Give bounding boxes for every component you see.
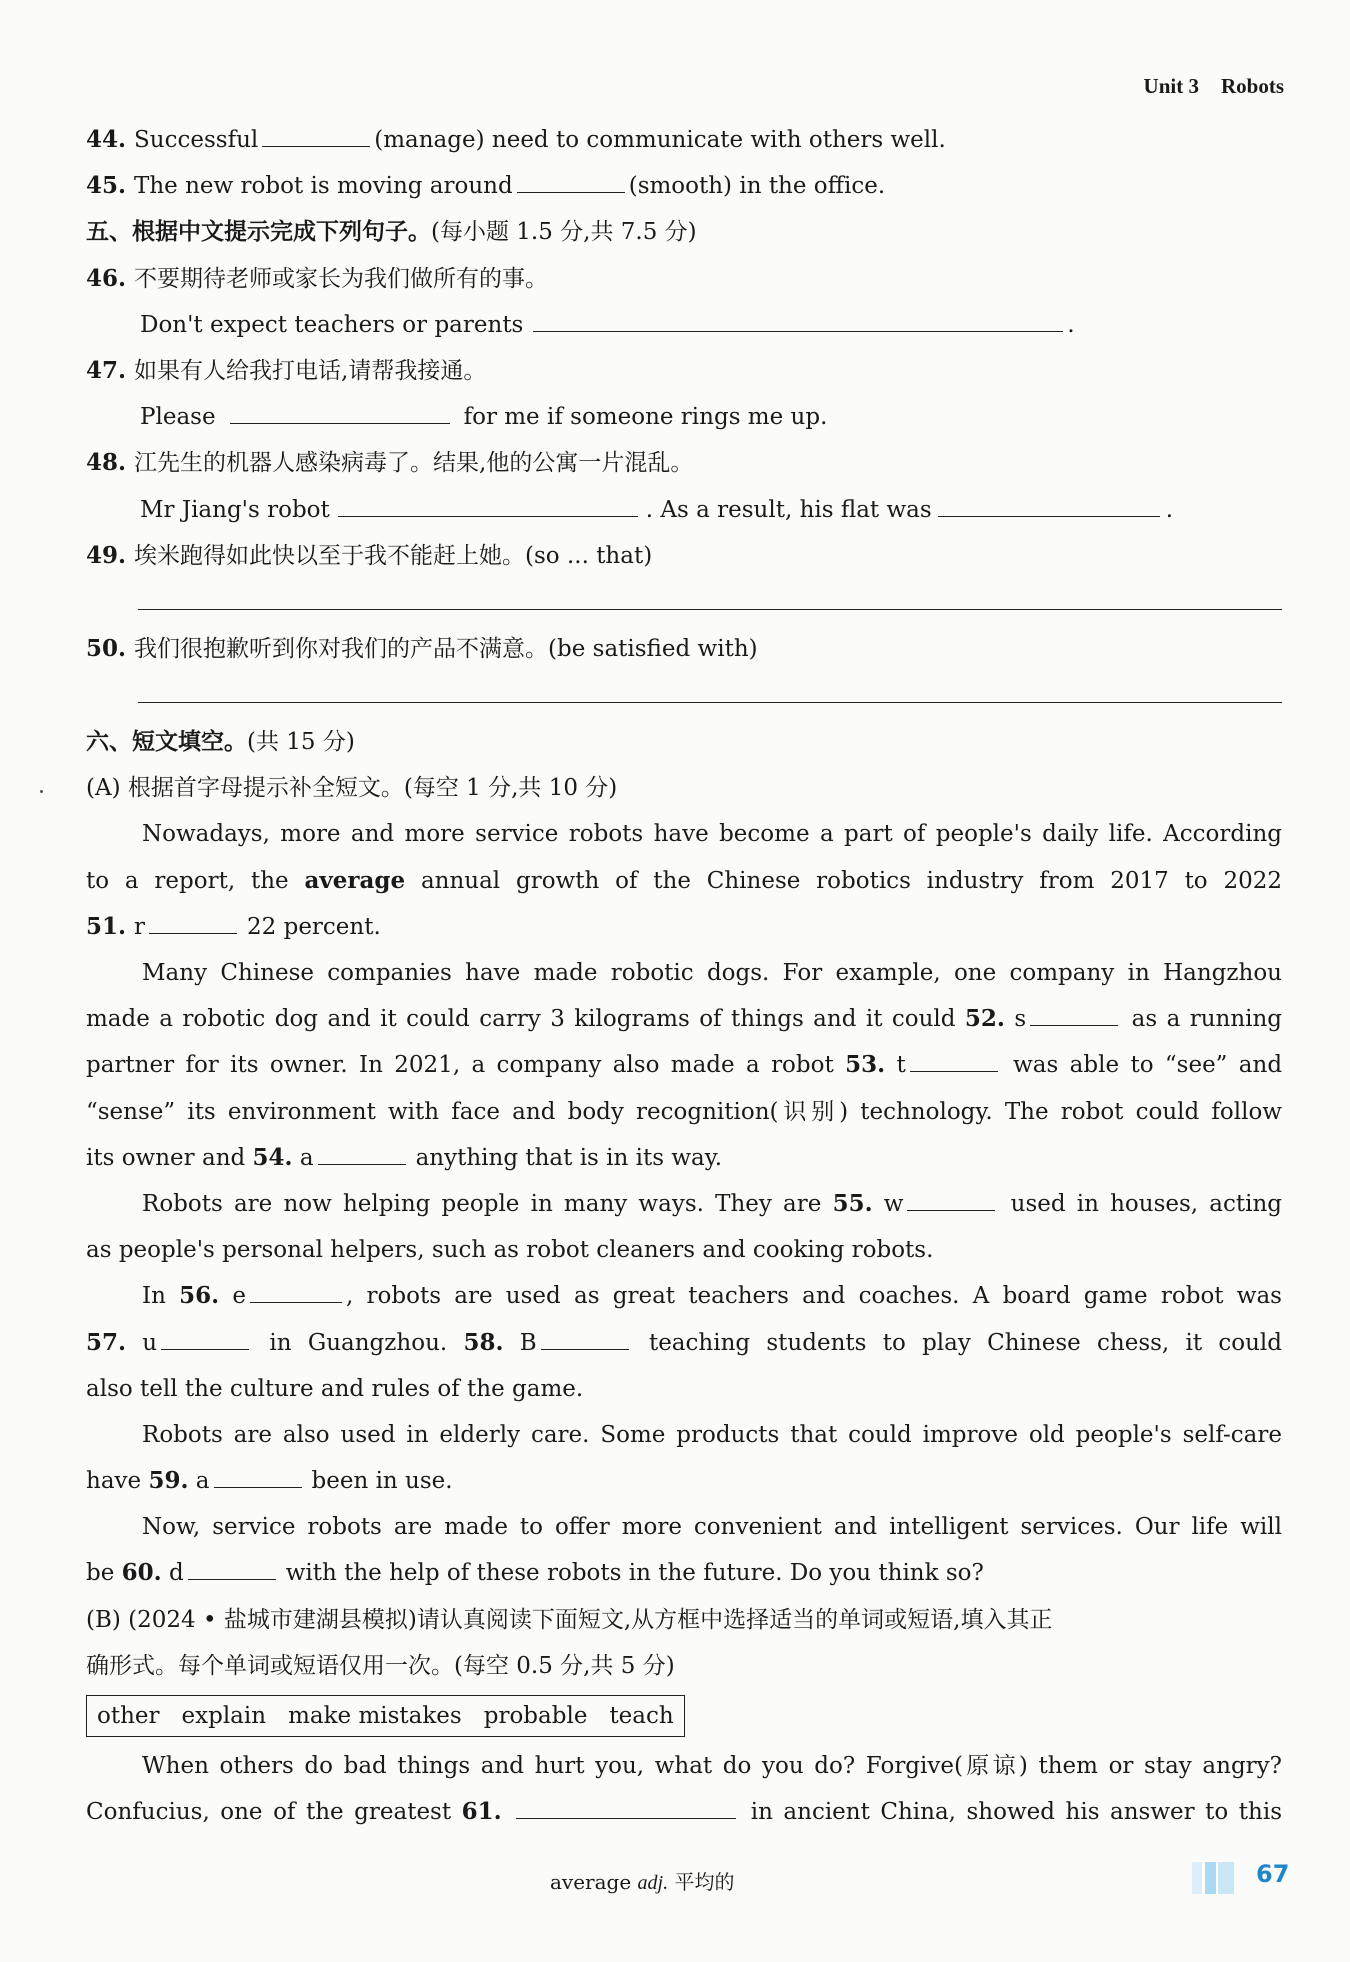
page-tab-decoration <box>1192 1862 1234 1894</box>
section-6-title: 六、短文填空。(共 15 分) <box>86 728 355 756</box>
answer-line-49[interactable] <box>138 579 1282 610</box>
passage-line: be 60. d with the help of these robots in the future. Do you think so? <box>86 1550 1282 1596</box>
question-50-prompt: 50. 我们很抱歉听到你对我们的产品不满意。(be satisfied with) <box>86 634 758 662</box>
key-word-average: average <box>304 866 406 894</box>
answer-blank[interactable] <box>262 118 370 147</box>
passage-line: Many Chinese companies have made robotic dogs. For example, one company in Hangzhou <box>142 960 1282 986</box>
margin-mark <box>40 790 43 793</box>
passage-line: When others do bad things and hurt you, what do you do? Forgive(原谅) them or stay angry? <box>142 1753 1282 1779</box>
question-49-prompt: 49. 埃米跑得如此快以至于我不能赶上她。(so ... that) <box>86 541 653 569</box>
answer-blank-55[interactable] <box>907 1182 995 1211</box>
passage-line: also tell the culture and rules of the game. <box>86 1375 584 1402</box>
passage-line: its owner and 54. a anything that is in its way. <box>86 1135 1282 1181</box>
answer-blank-58[interactable] <box>541 1321 629 1350</box>
part-b-instructions-line-1: (B) (2024 • 盐城市建湖县模拟)请认真阅读下面短文,从方框中选择适当的单词或短语,填入其正 <box>86 1606 1053 1633</box>
section-5-title: 五、根据中文提示完成下列句子。(每小题 1.5 分,共 7.5 分) <box>86 218 697 246</box>
exercise-content <box>86 117 1282 1835</box>
passage-line: Confucius, one of the greatest 61. in ancient China, showed his answer to this <box>86 1789 1282 1835</box>
passage-line: as people's personal helpers, such as robot cleaners and cooking robots. <box>86 1237 934 1264</box>
question-44: 44. Successful (manage) need to communicate with others well. <box>86 117 1282 163</box>
answer-blank[interactable] <box>517 164 625 193</box>
passage-line: Robots are now helping people in many ways. They are 55. w used in houses, acting <box>86 1181 1282 1227</box>
question-48-answer: Mr Jiang's robot . As a result, his flat was . <box>86 487 1282 533</box>
passage-line: “sense” its environment with face and body recognition(识别) technology. The robot could follow <box>86 1098 1282 1125</box>
passage-line: have 59. a been in use. <box>86 1458 1282 1504</box>
answer-blank-52[interactable] <box>1030 997 1118 1026</box>
answer-blank[interactable] <box>338 488 638 517</box>
answer-blank[interactable] <box>533 303 1063 332</box>
question-47-prompt: 47. 如果有人给我打电话,请帮我接通。 <box>86 356 487 384</box>
passage-line: Now, service robots are made to offer more convenient and intelligent services. Our life will <box>142 1514 1282 1541</box>
answer-blank[interactable] <box>230 395 450 424</box>
answer-line-50[interactable] <box>138 672 1282 703</box>
answer-blank-56[interactable] <box>250 1274 342 1303</box>
answer-blank-53[interactable] <box>910 1043 998 1072</box>
passage-line: In 56. e , robots are used as great teachers and coaches. A board game robot was <box>86 1273 1282 1319</box>
word-bank-item: make mistakes <box>288 1703 462 1729</box>
word-bank-item: probable <box>483 1703 588 1729</box>
answer-blank-59[interactable] <box>214 1459 302 1488</box>
answer-blank-54[interactable] <box>318 1136 406 1165</box>
question-45: 45. The new robot is moving around (smooth) in the office. <box>86 163 1282 209</box>
passage-line: 51. r 22 percent. <box>86 904 1282 950</box>
page-number: 67 <box>1256 1860 1290 1888</box>
word-bank-item: explain <box>181 1703 267 1729</box>
answer-blank-57[interactable] <box>161 1321 249 1350</box>
part-b-instructions-line-2: 确形式。每个单词或短语仅用一次。(每空 0.5 分,共 5 分) <box>86 1652 675 1679</box>
answer-blank-51[interactable] <box>149 905 237 934</box>
passage-line: partner for its owner. In 2021, a company also made a robot 53. t was able to “see” and <box>86 1042 1282 1088</box>
running-header <box>1144 74 1284 99</box>
passage-line: 57. u in Guangzhou. 58. B teaching students to play Chinese chess, it could <box>86 1320 1282 1366</box>
part-a-instructions: (A) 根据首字母提示补全短文。(每空 1 分,共 10 分) <box>86 775 618 802</box>
passage-line: Robots are also used in elderly care. Some products that could improve old people's self-care <box>142 1421 1282 1448</box>
question-46-answer: Don't expect teachers or parents . <box>86 302 1282 348</box>
question-47-answer: Please for me if someone rings me up. <box>86 394 1282 440</box>
passage-line: made a robotic dog and it could carry 3 kilograms of things and it could 52. s as a running <box>86 996 1282 1042</box>
question-46-prompt: 46. 不要期待老师或家长为我们做所有的事。 <box>86 264 549 292</box>
passage-line: to a report, the average annual growth of the Chinese robotics industry from 2017 to 2022 <box>86 866 1282 894</box>
word-bank-box <box>86 1695 685 1737</box>
word-bank-item: teach <box>609 1703 674 1729</box>
footer-vocab-note: average adj. 平均的 <box>550 1870 735 1894</box>
word-bank-item: other <box>97 1703 160 1729</box>
unit-label: Unit 3 <box>1143 74 1199 98</box>
unit-title: Robots <box>1220 74 1284 98</box>
passage-line: Nowadays, more and more service robots have become a part of people's daily life. According <box>142 821 1282 848</box>
answer-blank-60[interactable] <box>188 1551 276 1580</box>
answer-blank[interactable] <box>938 488 1160 517</box>
answer-blank-61[interactable] <box>516 1790 736 1819</box>
question-48-prompt: 48. 江先生的机器人感染病毒了。结果,他的公寓一片混乱。 <box>86 449 694 477</box>
